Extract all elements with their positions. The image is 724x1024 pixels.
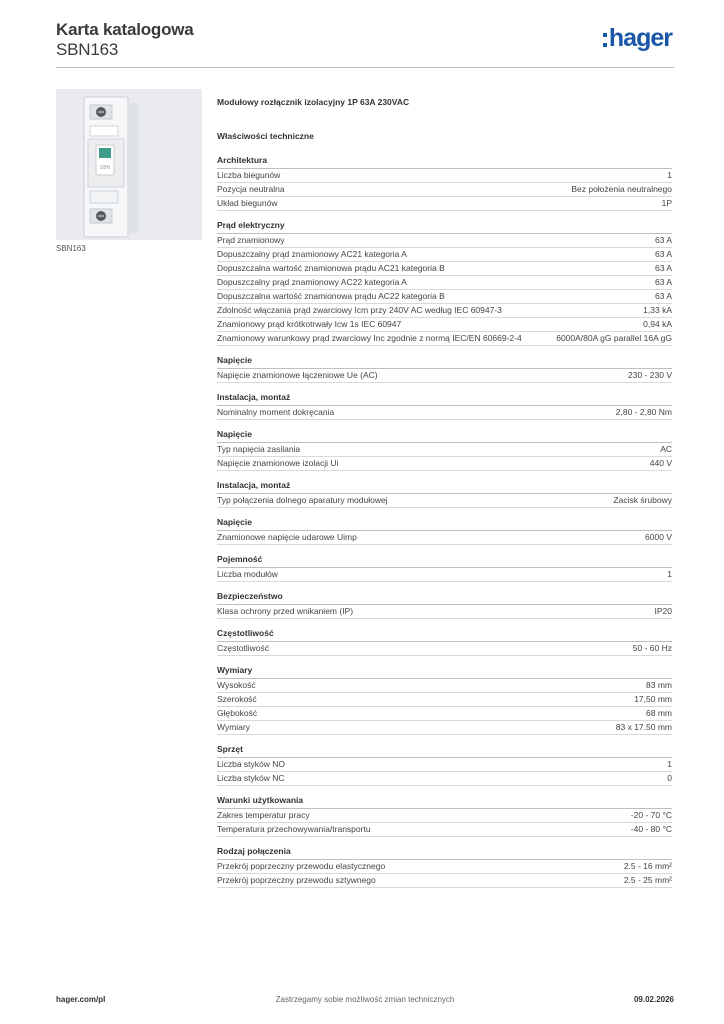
technical-properties-title: Właściwości techniczne xyxy=(217,131,314,141)
spec-label: Wymiary xyxy=(217,722,250,732)
spec-value: 63 A xyxy=(654,277,672,287)
spec-section xyxy=(217,744,672,786)
spec-value: 83 x 17.50 mm xyxy=(615,722,672,732)
spec-row xyxy=(217,679,672,693)
spec-row xyxy=(217,860,672,874)
footer-disclaimer: Zastrzegamy sobie możliwość zmian technicznych xyxy=(275,995,455,1004)
spec-row xyxy=(217,721,672,735)
spec-label: Dopuszczalna wartość znamionowa prądu AC22 kategoria B xyxy=(217,291,445,301)
spec-label: Liczba modułów xyxy=(217,569,278,579)
spec-label: Liczba biegunów xyxy=(217,170,281,180)
spec-row xyxy=(217,531,672,545)
spec-section xyxy=(217,355,672,383)
spec-row xyxy=(217,758,672,772)
spec-row xyxy=(217,809,672,823)
spec-section xyxy=(217,517,672,545)
spec-value: 1 xyxy=(667,569,672,579)
spec-label: Temperatura przechowywania/transportu xyxy=(217,824,371,834)
spec-row xyxy=(217,332,672,346)
spec-label: Typ napięcia zasilania xyxy=(217,444,301,454)
spec-value: 50 - 60 Hz xyxy=(632,643,672,653)
footer-date: 09.02.2026 xyxy=(633,995,674,1004)
spec-label: Dopuszczalny prąd znamionowy AC22 kategoria A xyxy=(217,277,407,287)
spec-label: Znamionowe napięcie udarowe Uimp xyxy=(217,532,357,542)
section-title: Napięcie xyxy=(217,355,672,369)
spec-label: Pozycja neutralna xyxy=(217,184,285,194)
spec-row xyxy=(217,772,672,786)
section-title: Napięcie xyxy=(217,429,672,443)
spec-row xyxy=(217,642,672,656)
spec-section xyxy=(217,846,672,888)
spec-row xyxy=(217,707,672,721)
spec-value: 1P xyxy=(661,198,672,208)
spec-label: Znamionowy prąd krótkotrwały Icw 1s IEC 60947 xyxy=(217,319,402,329)
spec-value: 6000 V xyxy=(645,532,672,542)
section-title: Napięcie xyxy=(217,517,672,531)
spec-label: Napięcie znamionowe łączeniowe Ue (AC) xyxy=(217,370,378,380)
spec-row xyxy=(217,276,672,290)
spec-row xyxy=(217,169,672,183)
spec-row xyxy=(217,304,672,318)
spec-label: Klasa ochrony przed wnikaniem (IP) xyxy=(217,606,354,616)
section-title: Instalacja, montaż xyxy=(217,392,672,406)
section-title: Warunki użytkowania xyxy=(217,795,672,809)
logo-text: hager xyxy=(608,24,672,52)
spec-value: 17,50 mm xyxy=(634,694,672,704)
section-title: Architektura xyxy=(217,155,672,169)
spec-label: Dopuszczalna wartość znamionowa prądu AC21 kategoria B xyxy=(217,263,445,273)
hager-logo xyxy=(603,24,672,52)
spec-row xyxy=(217,183,672,197)
spec-value: 2,80 - 2,80 Nm xyxy=(615,407,672,417)
spec-label: Wysokość xyxy=(217,680,256,690)
spec-row xyxy=(217,290,672,304)
spec-value: -20 - 70 °C xyxy=(630,810,672,820)
spec-row xyxy=(217,693,672,707)
section-title: Sprzęt xyxy=(217,744,672,758)
spec-value: 2.5 - 25 mm² xyxy=(623,875,672,885)
page-footer xyxy=(56,995,674,1009)
spec-label: Głębokość xyxy=(217,708,258,718)
spec-row xyxy=(217,234,672,248)
spec-value: 63 A xyxy=(654,235,672,245)
spec-value: Bez położenia neutralnego xyxy=(571,184,672,194)
spec-row xyxy=(217,874,672,888)
spec-section xyxy=(217,480,672,508)
circuit-breaker-illustration xyxy=(56,89,202,240)
product-code: SBN163 xyxy=(56,40,119,59)
spec-content xyxy=(217,97,672,897)
spec-value: 83 mm xyxy=(646,680,672,690)
spec-value: 0 xyxy=(667,773,672,783)
spec-value: -40 - 80 °C xyxy=(630,824,672,834)
spec-label: Znamionowy warunkowy prąd zwarciowy Inc zgodnie z normą IEC/EN 60669-2-4 xyxy=(217,333,522,343)
spec-row xyxy=(217,443,672,457)
spec-row xyxy=(217,823,672,837)
spec-label: Szerokość xyxy=(217,694,257,704)
spec-section xyxy=(217,429,672,471)
document-title: Karta katalogowa xyxy=(56,20,194,39)
section-title: Instalacja, montaż xyxy=(217,480,672,494)
section-title: Prąd elektryczny xyxy=(217,220,672,234)
spec-row xyxy=(217,262,672,276)
spec-label: Przekrój poprzeczny przewodu elastycznego xyxy=(217,861,386,871)
spec-value: 63 A xyxy=(654,263,672,273)
spec-label: Napięcie znamionowe izolacji Ui xyxy=(217,458,339,468)
header-divider xyxy=(56,67,674,68)
spec-label: Zdolność włączania prąd zwarciowy Icm przy 240V AC według IEC 60947-3 xyxy=(217,305,502,315)
spec-value: 440 V xyxy=(649,458,672,468)
spec-value: 6000A/80A gG parallel 16A gG xyxy=(556,333,672,343)
spec-row xyxy=(217,406,672,420)
spec-section xyxy=(217,795,672,837)
spec-section xyxy=(217,220,672,346)
page-header xyxy=(56,20,674,68)
spec-label: Liczba styków NC xyxy=(217,773,285,783)
spec-value: 68 mm xyxy=(646,708,672,718)
spec-row xyxy=(217,197,672,211)
spec-row xyxy=(217,568,672,582)
product-image xyxy=(56,89,202,240)
spec-section xyxy=(217,554,672,582)
image-caption: SBN163 xyxy=(56,244,86,253)
body-print: SBN xyxy=(99,165,111,171)
section-title: Pojemność xyxy=(217,554,672,568)
spec-section xyxy=(217,665,672,735)
section-title: Rodzaj połączenia xyxy=(217,846,672,860)
spec-sections xyxy=(217,155,672,888)
product-description: Modułowy rozłącznik izolacyjny 1P 63A 230VAC xyxy=(217,97,410,107)
spec-value: 0,94 kA xyxy=(643,319,672,329)
spec-value: 230 - 230 V xyxy=(628,370,672,380)
spec-label: Typ połączenia dolnego aparatury modułowej xyxy=(217,495,388,505)
spec-value: 63 A xyxy=(654,249,672,259)
spec-value: 2.5 - 16 mm² xyxy=(623,861,672,871)
spec-row xyxy=(217,248,672,262)
spec-row xyxy=(217,318,672,332)
spec-section xyxy=(217,591,672,619)
spec-row xyxy=(217,457,672,471)
spec-value: 1 xyxy=(667,170,672,180)
spec-value: AC xyxy=(660,444,672,454)
section-title: Częstotliwość xyxy=(217,628,672,642)
spec-value: 63 A xyxy=(654,291,672,301)
spec-label: Zakres temperatur pracy xyxy=(217,810,310,820)
section-title: Wymiary xyxy=(217,665,672,679)
spec-label: Przekrój poprzeczny przewodu sztywnego xyxy=(217,875,376,885)
logo-colon-icon xyxy=(603,33,607,47)
footer-website-link[interactable]: hager.com/pl xyxy=(56,995,106,1004)
spec-label: Nominalny moment dokręcania xyxy=(217,407,335,417)
spec-row xyxy=(217,605,672,619)
spec-label: Prąd znamionowy xyxy=(217,235,285,245)
spec-value: 1,33 kA xyxy=(643,305,672,315)
spec-value: IP20 xyxy=(654,606,672,616)
spec-label: Liczba styków NO xyxy=(217,759,286,769)
spec-section xyxy=(217,628,672,656)
spec-label: Układ biegunów xyxy=(217,198,278,208)
spec-value: 1 xyxy=(667,759,672,769)
spec-label: Częstotliwość xyxy=(217,643,269,653)
spec-row xyxy=(217,494,672,508)
section-title: Bezpieczeństwo xyxy=(217,591,672,605)
spec-section xyxy=(217,392,672,420)
spec-value: Zacisk śrubowy xyxy=(613,495,672,505)
spec-section xyxy=(217,155,672,211)
spec-row xyxy=(217,369,672,383)
spec-label: Dopuszczalny prąd znamionowy AC21 kategoria A xyxy=(217,249,407,259)
